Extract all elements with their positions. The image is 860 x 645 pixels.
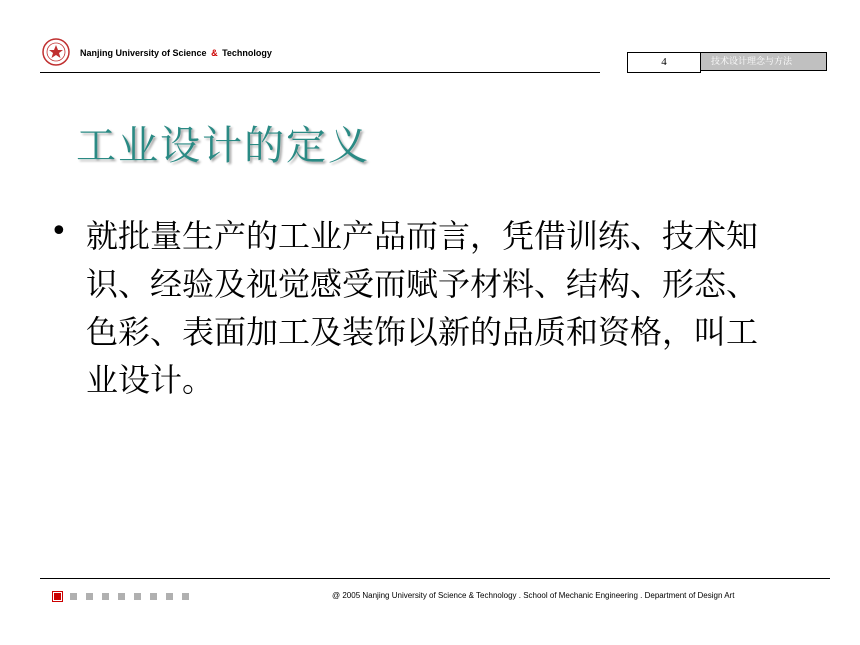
bullet-icon: • xyxy=(50,214,68,249)
nav-square xyxy=(182,593,189,600)
ampersand: & xyxy=(211,48,218,58)
copyright-text: @ 2005 Nanjing University of Science & Technology . School of Mechanic Engineering . Department of Design Art xyxy=(332,591,735,600)
nav-square xyxy=(134,593,141,600)
course-tag: 技术设计理念与方法 xyxy=(700,52,827,71)
nav-square xyxy=(150,593,157,600)
nav-square xyxy=(70,593,77,600)
nav-square xyxy=(86,593,93,600)
university-name-tail: Technology xyxy=(222,48,272,58)
slide-header xyxy=(0,0,860,80)
nav-square xyxy=(166,593,173,600)
university-seal-icon xyxy=(42,38,70,66)
footer-divider xyxy=(40,578,830,579)
slide-title: 工业设计的定义 xyxy=(76,123,370,169)
university-name xyxy=(80,48,272,58)
nav-square xyxy=(118,593,125,600)
university-name-text: Nanjing University of Science xyxy=(80,48,207,58)
nav-square xyxy=(102,593,109,600)
slide-navigation-squares xyxy=(54,593,189,601)
definition-text: 就批量生产的工业产品而言，凭借训练、技术知识、经验及视觉感受而赋予材料、结构、形态、色彩、表面加工及装饰以新的品质和资格，叫工业设计。 xyxy=(86,217,759,399)
nav-square-active xyxy=(54,593,61,600)
header-divider xyxy=(40,72,600,73)
page-number: 4 xyxy=(627,52,701,73)
